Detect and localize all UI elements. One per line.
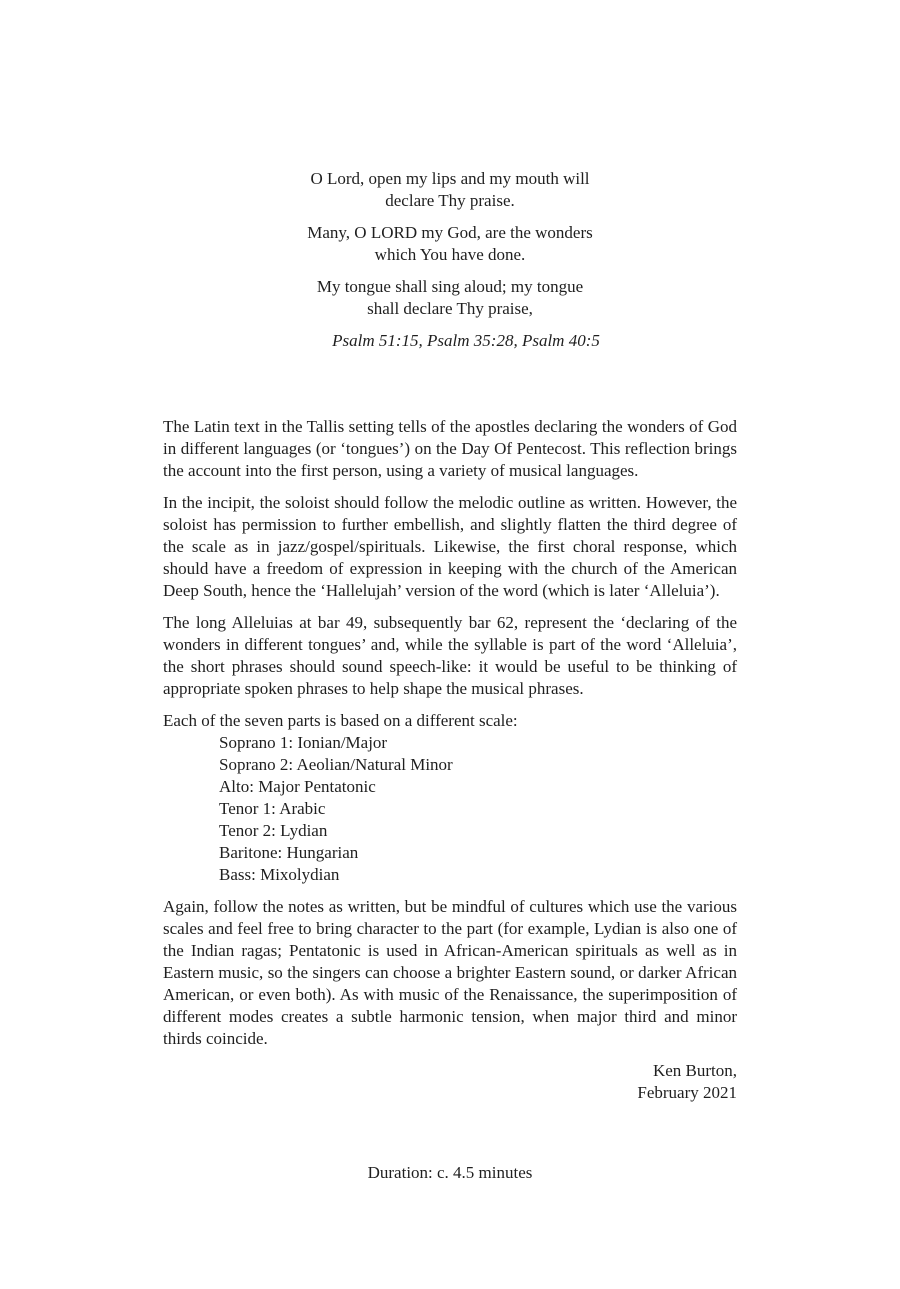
- epigraph-stanza-1: [163, 168, 737, 212]
- epigraph-line: Many, O LORD my God, are the wonders: [307, 223, 593, 242]
- epigraph: [163, 168, 737, 352]
- scale-item-alto: Alto: Major Pentatonic: [219, 777, 376, 796]
- epigraph-line: My tongue shall sing aloud; my tongue: [316, 277, 584, 296]
- epigraph-line: which You have done.: [374, 245, 526, 264]
- scripture-citation: Psalm 51:15, Psalm 35:28, Psalm 40:5: [332, 331, 600, 350]
- signature-name: Ken Burton,: [652, 1061, 737, 1080]
- scale-list: [163, 710, 737, 886]
- signature: [163, 1060, 737, 1104]
- epigraph-line: O Lord, open my lips and my mouth will: [310, 169, 590, 188]
- scale-list-intro: Each of the seven parts is based on a different scale:: [163, 711, 518, 730]
- scale-item-tenor1: Tenor 1: Arabic: [219, 799, 326, 818]
- paragraph-latin-text: The Latin text in the Tallis setting tells of the apostles declaring the wonders of God in different languages (or ‘tongues’) on the Day Of Pentecost. This reflection brings the account into the first person, using a variety of musical languages.: [163, 417, 737, 480]
- scale-item-soprano2: Soprano 2: Aeolian/Natural Minor: [219, 755, 453, 774]
- duration-note: Duration: c. 4.5 minutes: [367, 1163, 533, 1182]
- paragraph-alleluias: The long Alleluias at bar 49, subsequently bar 62, represent the ‘declaring of the wonders in different tongues’ and, while the syllable is part of the word ‘Alleluia’, the short phrases should sound speech-like: it would be useful to be thinking of appropriate spoken phrases to help shape the musical phrases.: [163, 613, 737, 698]
- epigraph-line: declare Thy praise.: [385, 191, 515, 210]
- scale-item-bass: Bass: Mixolydian: [219, 865, 340, 884]
- scale-item-tenor2: Tenor 2: Lydian: [219, 821, 328, 840]
- paragraph-cultures: Again, follow the notes as written, but be mindful of cultures which use the various scales and feel free to bring character to the part (for example, Lydian is also one of the Indian ragas; Pentatonic is used in African-American spirituals as well as in Eastern music, so the singers can choose a brighter Eastern sound, or darker African American, or even both). As with music of the Renaissance, the superimposition of different modes creates a subtle harmonic tension, when major third and minor thirds coincide.: [163, 897, 737, 1048]
- scale-list-items: [163, 732, 737, 886]
- notes-body: [163, 416, 737, 1050]
- epigraph-stanza-2: [163, 222, 737, 266]
- paragraph-incipit: In the incipit, the soloist should follow the melodic outline as written. However, the soloist has permission to further embellish, and slightly flatten the third degree of the scale as in jazz/gospel/spirituals. Likewise, the first choral response, which should have a freedom of expression in keeping with the church of the American Deep South, hence the ‘Hallelujah’ version of the word (which is later ‘Alleluia’).: [163, 493, 737, 600]
- scale-item-soprano1: Soprano 1: Ionian/Major: [219, 733, 388, 752]
- epigraph-stanza-3: [163, 276, 737, 320]
- scale-item-baritone: Baritone: Hungarian: [219, 843, 359, 862]
- epigraph-line: shall declare Thy praise,: [367, 299, 533, 318]
- signature-date: February 2021: [637, 1083, 737, 1102]
